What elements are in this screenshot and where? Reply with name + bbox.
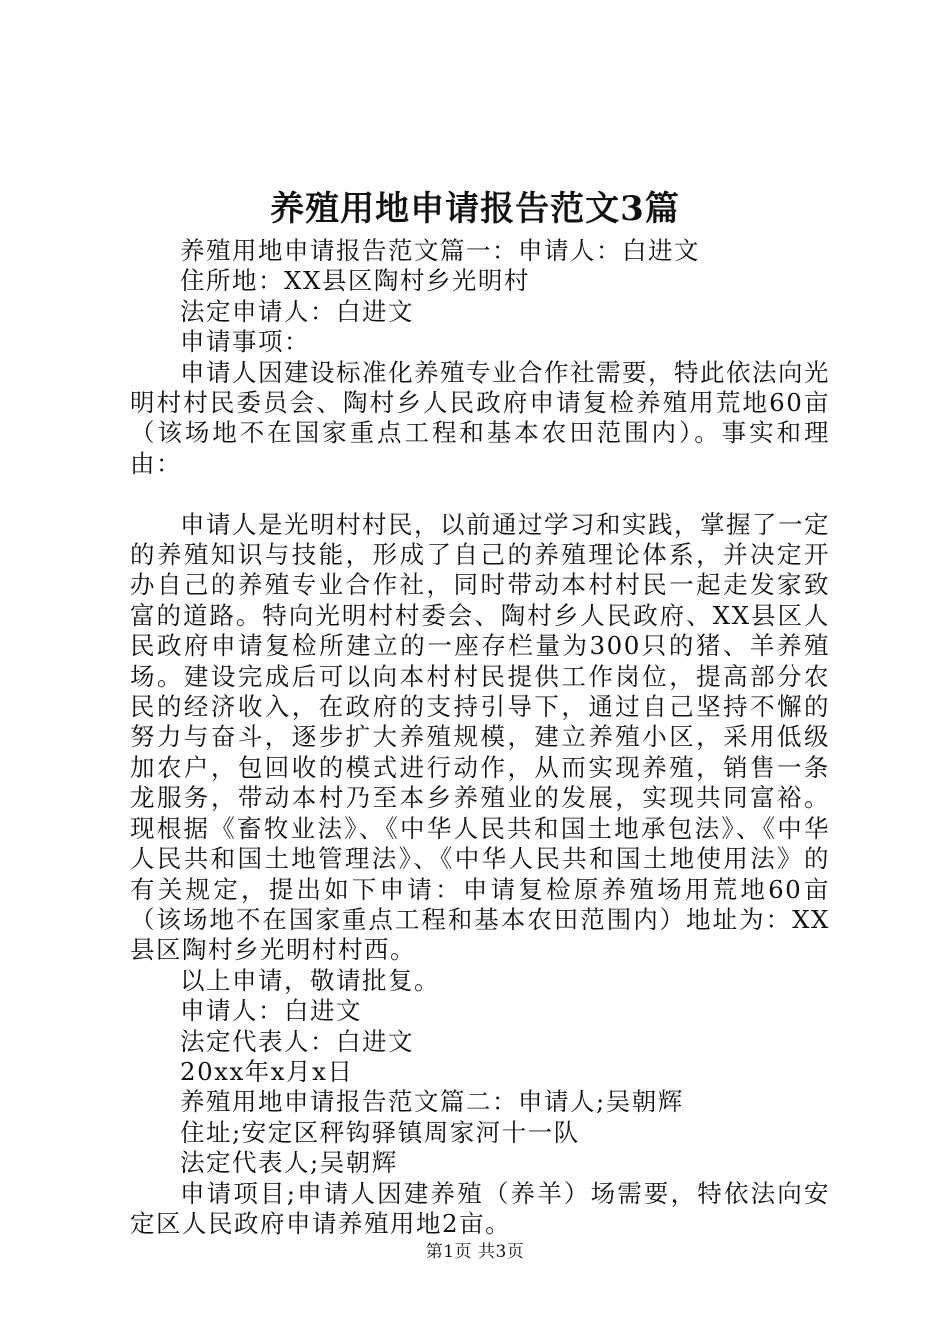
paragraph: 法定代表人：白进文 xyxy=(180,1026,414,1056)
paragraph: 住所地：XX县区陶村乡光明村 xyxy=(180,266,530,296)
document-body xyxy=(130,236,830,1239)
paragraph: 申请人是光明村村民，以前通过学习和实践，掌握了一定的养殖知识与技能，形成了自己的养殖理论体系，并决定开办自己的养殖专业合作社，同时带动本村村民一起走发家致富的道路。特向光明村村委会、陶村乡人民政府、XX县区人民政府申请复检所建立的一座存栏量为300只的猪、羊养殖场。建设完成后可以向本村村民提供工作岗位，提高部分农民的经济收入，在政府的支持引导下，通过自己坚持不懈的努力与奋斗，逐步扩大养殖规模，建立养殖小区，采用低级加农户，包回收的模式进行动作，从而实现养殖，销售一条龙服务，带动本村乃至本乡养殖业的发展，实现共同富裕。现根据《畜牧业法》、《中华人民共和国土地承包法》、《中华人民共和国土地管理法》、《中华人民共和国土地使用法》的有关规定，提出如下申请：申请复检原养殖场用荒地60亩（该场地不在国家重点工程和基本农田范围内）地址为：XX县区陶村乡光明村村西。 xyxy=(130,509,830,965)
paragraph: 以上申请，敬请批复。 xyxy=(180,965,440,995)
paragraph-spacer xyxy=(130,479,830,509)
page-footer: 第1页 共3页 xyxy=(425,1242,525,1262)
paragraph: 20xx年x月x日 xyxy=(180,1056,354,1086)
paragraph: 法定代表人;吴朝辉 xyxy=(180,1148,398,1178)
paragraph: 申请人：白进文 xyxy=(180,996,362,1026)
paragraph: 住址;安定区秤钩驿镇周家河十一队 xyxy=(180,1117,580,1147)
paragraph: 养殖用地申请报告范文篇一：申请人：白进文 xyxy=(180,236,700,265)
paragraph: 养殖用地申请报告范文篇二：申请人;吴朝辉 xyxy=(180,1087,684,1117)
document-title: 养殖用地申请报告范文3篇 xyxy=(270,189,680,229)
paragraph: 申请事项： xyxy=(180,327,310,357)
paragraph: 法定申请人：白进文 xyxy=(180,296,414,326)
paragraph: 申请人因建设标准化养殖专业合作社需要，特此依法向光明村村民委员会、陶村乡人民政府申请复检养殖用荒地60亩（该场地不在国家重点工程和基本农田范围内）。事实和理由： xyxy=(130,357,830,478)
paragraph: 申请项目;申请人因建养殖（养羊）场需要，特依法向安定区人民政府申请养殖用地2亩。 xyxy=(130,1178,830,1238)
